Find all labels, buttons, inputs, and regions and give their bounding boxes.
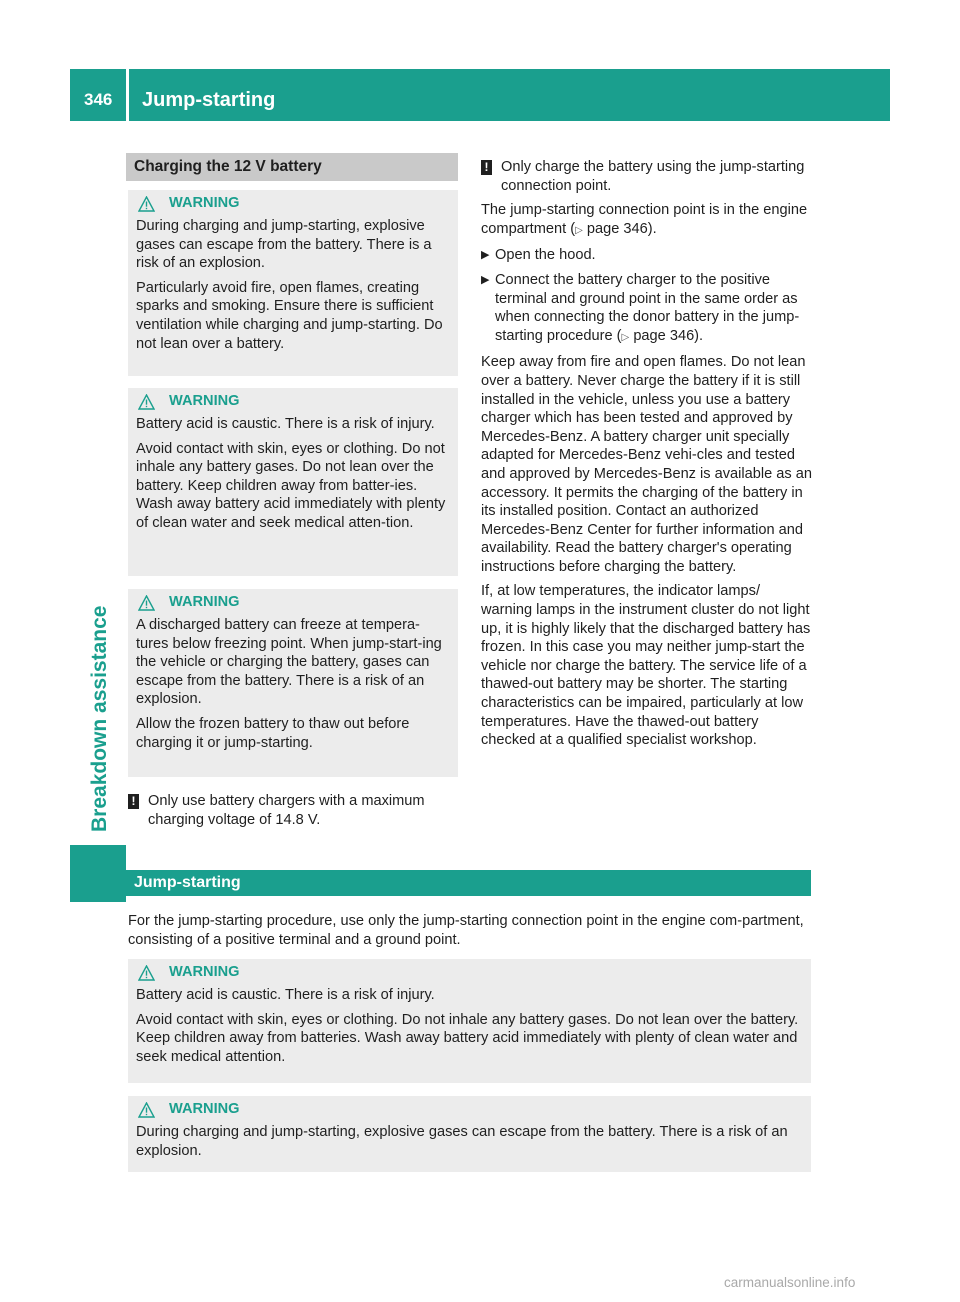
warning-title: WARNING — [169, 964, 240, 981]
header-separator — [126, 69, 129, 121]
paragraph: For the jump-starting procedure, use only the jump-starting connection point in the engine com-partment, consisting of a positive terminal and a ground point. — [128, 913, 804, 948]
warning-text: Particularly avoid fire, open flames, creating sparks and smoking. Ensure there is sufficient ventilation while charging and jump-starting. Do not lean over a battery. — [136, 279, 443, 352]
warning-header — [138, 392, 452, 411]
warning-triangle-icon — [138, 965, 155, 981]
warning-box — [128, 190, 458, 376]
warning-text: Avoid contact with skin, eyes or clothing. Do not inhale any battery gases. Do not lean over the battery. Keep children away from batter-ies. Wash away battery acid immediately with plenty of clean water and seek medical atten-tion. — [136, 440, 446, 531]
warning-triangle-icon — [138, 196, 155, 212]
warning-text: Battery acid is caustic. There is a risk of injury. — [136, 416, 435, 432]
paragraph — [481, 201, 813, 240]
warning-text: Allow the frozen battery to thaw out before charging it or jump-starting. — [136, 715, 410, 751]
page-reference-link[interactable]: page 346). — [586, 220, 657, 237]
warning-triangle-icon — [138, 1102, 155, 1118]
warning-title: WARNING — [169, 195, 240, 212]
warning-title: WARNING — [169, 1101, 240, 1118]
side-tab-label: Breakdown assistance — [88, 605, 111, 832]
exclamation-note-icon: ! — [481, 160, 492, 175]
paragraph-text: The jump-starting connection point is in the engine compartment ( — [481, 202, 808, 237]
section-heading-jump-starting: Jump-starting — [126, 870, 811, 896]
side-tab-block — [70, 845, 126, 902]
step-text: Open the hood. — [495, 247, 596, 264]
warning-text: Avoid contact with skin, eyes or clothing. Do not inhale any battery gases. Do not lean over the battery. Keep children away from batteries. Wash away battery acid immediately with plenty of clean water and seek medical attention. — [136, 1011, 799, 1065]
page-reference-link[interactable]: page 346). — [633, 327, 704, 344]
note-connection-point — [481, 158, 813, 195]
warning-box — [128, 388, 458, 576]
note-text: Only use battery chargers with a maximum charging voltage of 14.8 V. — [148, 793, 425, 828]
exclamation-note-icon: ! — [128, 794, 139, 809]
note-max-voltage — [128, 792, 458, 829]
warning-text: During charging and jump-starting, explosive gases can escape from the battery. There is a risk of an explosion. — [136, 1124, 788, 1159]
warning-box — [128, 959, 811, 1083]
step-item — [481, 246, 813, 265]
paragraph: Keep away from fire and open flames. Do not lean over a battery. Never charge the battery if it is still installed in the vehicle, unless you use a battery charger which has been tested and approved by Mercedes-Benz. A battery charger unit specially adapted for Mercedes-Benz vehi-cles and tested and approved by Mercedes-Benz is available as an accessory. It permits the charging of the battery in its installed position. Contact an authorized Mercedes-Benz Center for further information and availability. Read the battery charger's operating instructions before charging the battery. — [481, 354, 812, 575]
page-number: 346 — [84, 90, 113, 109]
warning-text: Battery acid is caustic. There is a risk of injury. — [136, 987, 435, 1003]
page-reference-triangle-icon: ▷ — [575, 224, 583, 236]
step-arrow-icon: ▶ — [481, 273, 490, 286]
warning-triangle-icon — [138, 394, 155, 410]
section-heading-charging: Charging the 12 V battery — [126, 153, 458, 181]
step-text-wrap — [495, 271, 813, 347]
warning-box — [128, 1096, 811, 1172]
warning-header — [138, 963, 805, 982]
step-arrow-icon: ▶ — [481, 249, 490, 262]
watermark: carmanualsonline.info — [724, 1275, 856, 1290]
paragraph: If, at low temperatures, the indicator lamps/ warning lamps in the instrument cluster do not light up, it is highly likely that the discharged battery has frozen. In this case you may neither jump-start the vehicle nor charge the battery. The service life of a thawed-out battery may be shorter. The starting characteristics can be impaired, particularly at low temperatures. Have the thawed-out battery checked at a qualified specialist workshop. — [481, 583, 811, 749]
warning-text: A discharged battery can freeze at tempera-tures below freezing point. When jump-start-ing the vehicle or charging the battery, gases can escape from the battery. There is a risk of an explosion. — [136, 617, 442, 708]
warning-title: WARNING — [169, 594, 240, 611]
step-text: Connect the battery charger to the positive terminal and ground point in the same order as when connecting the donor battery in the jump-starting procedure ( — [495, 271, 800, 344]
page-title: Jump-starting — [142, 89, 276, 111]
note-text: Only charge the battery using the jump-starting connection point. — [501, 159, 805, 194]
warning-text: During charging and jump-starting, explosive gases can escape from the battery. There is a risk of an explosion. — [136, 218, 432, 272]
warning-title: WARNING — [169, 393, 240, 410]
right-column — [481, 158, 813, 756]
step-item — [481, 271, 813, 347]
warning-triangle-icon — [138, 595, 155, 611]
warning-box — [128, 589, 458, 777]
page-reference-triangle-icon: ▷ — [621, 331, 630, 343]
warning-header — [138, 194, 452, 213]
warning-header — [138, 593, 452, 612]
warning-header — [138, 1100, 805, 1119]
